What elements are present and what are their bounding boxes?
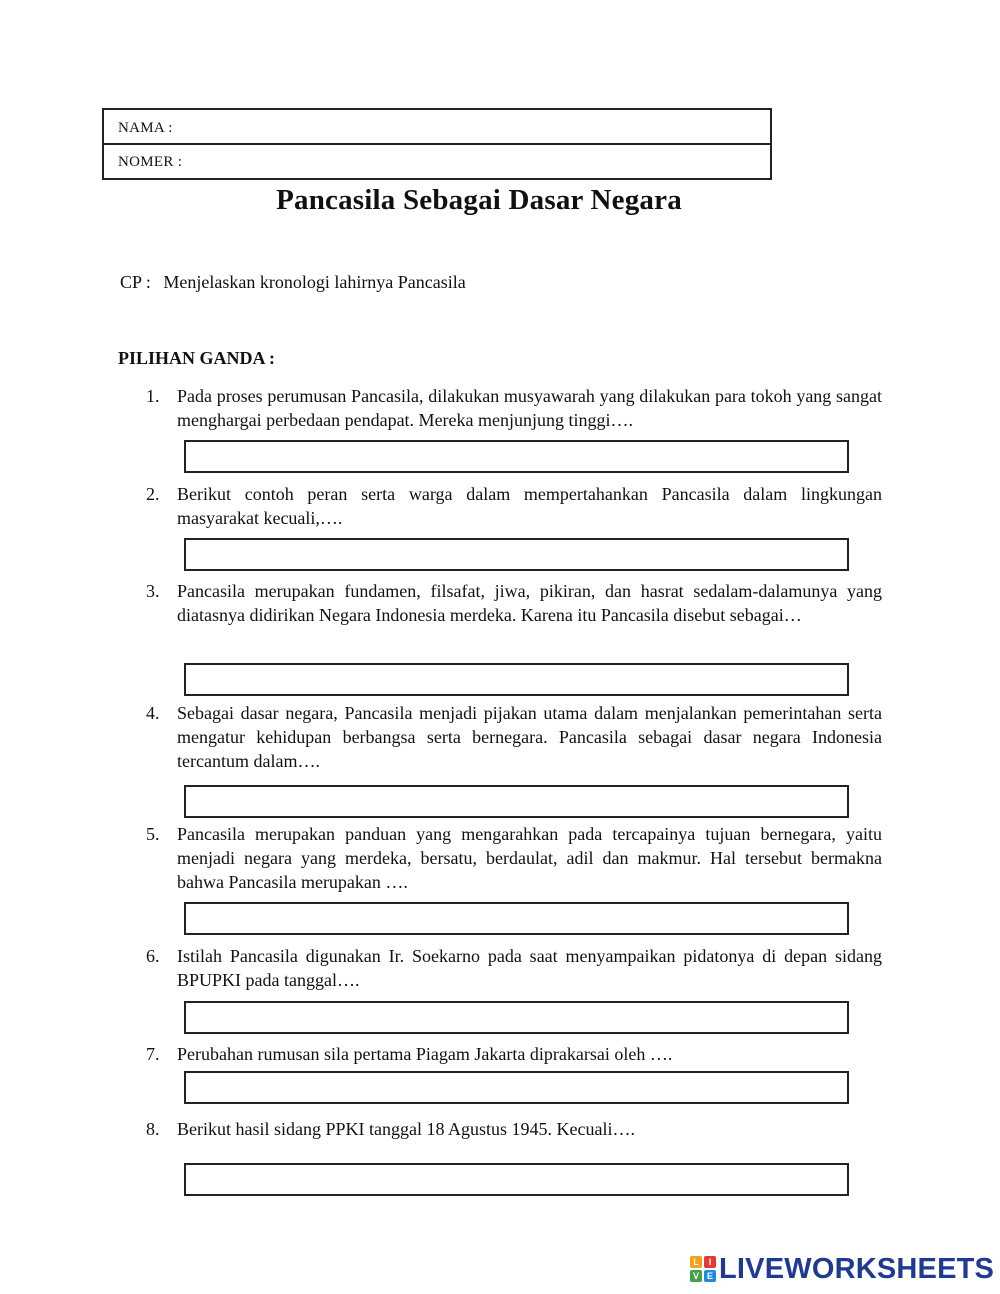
- question-number: 1.: [146, 386, 160, 406]
- answer-input-3[interactable]: [184, 663, 849, 696]
- number-label: NOMER :: [118, 154, 183, 170]
- question-5: [146, 822, 882, 894]
- question-text: Perubahan rumusan sila pertama Piagam Jakarta diprakarsai oleh ….: [177, 1044, 673, 1064]
- question-number: 2.: [146, 484, 160, 504]
- answer-input-6[interactable]: [184, 1001, 849, 1034]
- page-title: Pancasila Sebagai Dasar Negara: [276, 184, 682, 216]
- cp-label: CP :: [120, 272, 151, 292]
- liveworksheets-logo: [690, 1252, 994, 1286]
- question-text: Berikut contoh peran serta warga dalam mempertahankan Pancasila dalam lingkungan masyarakat kecuali,….: [177, 484, 882, 528]
- answer-input-5[interactable]: [184, 902, 849, 935]
- question-number: 8.: [146, 1119, 160, 1139]
- question-7: [146, 1042, 882, 1066]
- question-text: Sebagai dasar negara, Pancasila menjadi pijakan utama dalam menjalankan pemerintahan serta mengatur kehidupan berbangsa serta bernegara. Pancasila sebagai dasar negara Indonesia tercantum dalam….: [177, 703, 882, 771]
- answer-input-7[interactable]: [184, 1071, 849, 1104]
- logo-mark-letter: V: [690, 1270, 702, 1282]
- answer-input-8[interactable]: [184, 1163, 849, 1196]
- student-info-box: [102, 108, 772, 180]
- question-2: [146, 482, 882, 530]
- question-3: [146, 579, 882, 627]
- name-row[interactable]: [104, 110, 770, 145]
- question-4: [146, 701, 882, 773]
- learning-objective: [120, 272, 466, 293]
- question-number: 5.: [146, 824, 160, 844]
- answer-input-4[interactable]: [184, 785, 849, 818]
- question-6: [146, 944, 882, 992]
- name-label: NAMA :: [118, 120, 173, 136]
- logo-mark-letter: L: [690, 1256, 702, 1268]
- section-title: PILIHAN GANDA :: [118, 348, 276, 368]
- question-number: 4.: [146, 703, 160, 723]
- number-row[interactable]: [104, 145, 770, 179]
- logo-mark-letter: E: [704, 1270, 716, 1282]
- answer-input-1[interactable]: [184, 440, 849, 473]
- question-8: [146, 1117, 882, 1141]
- logo-mark-icon: [690, 1256, 716, 1282]
- question-number: 7.: [146, 1044, 160, 1064]
- question-text: Pancasila merupakan fundamen, filsafat, jiwa, pikiran, dan hasrat sedalam-dalamunya yang diatasnya didirikan Negara Indonesia merdeka. Karena itu Pancasila disebut sebagai…: [177, 581, 882, 625]
- answer-input-2[interactable]: [184, 538, 849, 571]
- question-number: 6.: [146, 946, 160, 966]
- logo-text: LIVEWORKSHEETS: [719, 1252, 995, 1285]
- logo-mark-letter: I: [704, 1256, 716, 1268]
- question-text: Pancasila merupakan panduan yang mengarahkan pada tercapainya tujuan bernegara, yaitu menjadi negara yang merdeka, bersatu, berdaulat, adil dan makmur. Hal tersebut bermakna bahwa Pancasila merupakan ….: [177, 824, 882, 892]
- question-text: Pada proses perumusan Pancasila, dilakukan musyawarah yang dilakukan para tokoh yang sangat menghargai perbedaan pendapat. Mereka menjunjung tinggi….: [177, 386, 882, 430]
- question-text: Istilah Pancasila digunakan Ir. Soekarno pada saat menyampaikan pidatonya di depan sidang BPUPKI pada tanggal….: [177, 946, 882, 990]
- cp-text: Menjelaskan kronologi lahirnya Pancasila: [163, 272, 466, 292]
- question-text: Berikut hasil sidang PPKI tanggal 18 Agustus 1945. Kecuali….: [177, 1119, 635, 1139]
- question-1: [146, 384, 882, 432]
- question-number: 3.: [146, 581, 160, 601]
